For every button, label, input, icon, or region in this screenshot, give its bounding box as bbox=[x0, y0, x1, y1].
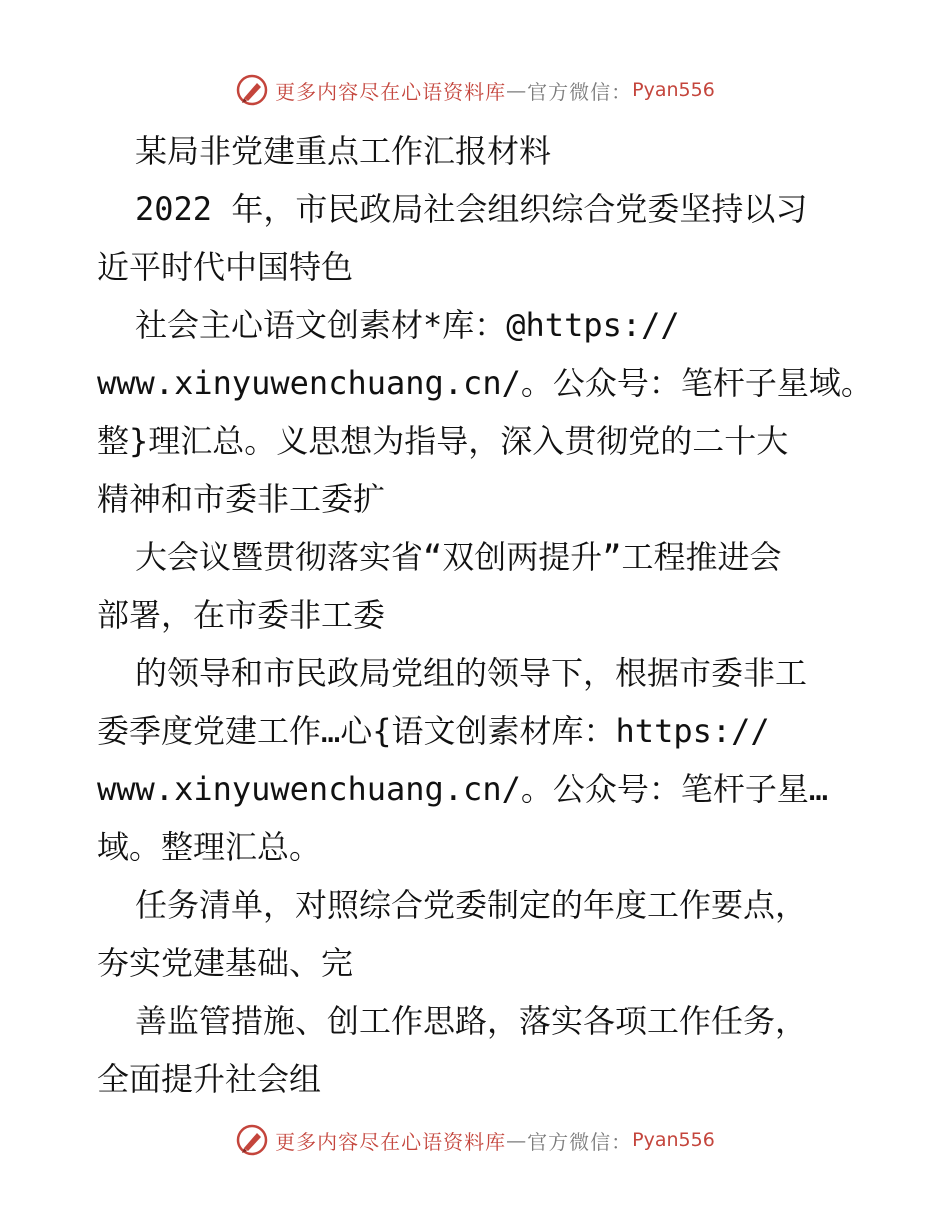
pen-logo-icon bbox=[235, 1123, 269, 1157]
text-line: 近平时代中国特色 bbox=[97, 248, 354, 286]
banner-separator: — bbox=[506, 1128, 528, 1152]
text-line: 精神和市委非工委扩 bbox=[97, 480, 386, 518]
footer-banner bbox=[0, 1120, 950, 1160]
banner-wechat-id: Pyan556 bbox=[632, 1129, 715, 1151]
text-line: 任务清单，对照综合党委制定的年度工作要点， bbox=[135, 886, 808, 924]
banner-brand: 更多内容尽在心语资料库 bbox=[275, 79, 507, 104]
text-line: 善监管措施、创工作思路，落实各项工作任务， bbox=[135, 1002, 808, 1040]
text-line: 全面提升社会组 bbox=[97, 1060, 322, 1098]
text-line: 部署，在市委非工委 bbox=[97, 596, 386, 634]
pen-logo-icon bbox=[235, 73, 269, 107]
text-line: 的领导和市民政局党组的领导下，根据市委非工 bbox=[135, 654, 808, 692]
banner-wechat-label: 官方微信： bbox=[527, 1129, 633, 1154]
text-line: 域。整理汇总。 bbox=[97, 828, 322, 866]
text-line: 大会议暨贯彻落实省“双创两提升”工程推进会 bbox=[135, 538, 782, 576]
text-line: 委季度党建工作…心{语文创素材库：https:// bbox=[97, 712, 770, 750]
text-line: 某局非党建重点工作汇报材料 bbox=[135, 132, 552, 170]
banner-separator: — bbox=[506, 78, 528, 102]
text-line: www.xinyuwenchuang.cn/。公众号：笔杆子星… bbox=[97, 770, 829, 808]
text-line: www.xinyuwenchuang.cn/。公众号：笔杆子星域。 bbox=[97, 364, 873, 402]
text-line: 社会主心语文创素材*库：@https:// bbox=[135, 306, 680, 344]
banner-wechat-label: 官方微信： bbox=[527, 79, 633, 104]
text-line: 夯实党建基础、完 bbox=[97, 944, 354, 982]
banner-wechat-id: Pyan556 bbox=[632, 79, 715, 101]
header-banner bbox=[0, 70, 950, 110]
text-line: 整}理汇总。义思想为指导，深入贯彻党的二十大 bbox=[97, 422, 789, 460]
text-line: 2022 年，市民政局社会组织综合党委坚持以习 bbox=[135, 190, 808, 228]
document-body bbox=[97, 122, 873, 1108]
banner-brand: 更多内容尽在心语资料库 bbox=[275, 1129, 507, 1154]
